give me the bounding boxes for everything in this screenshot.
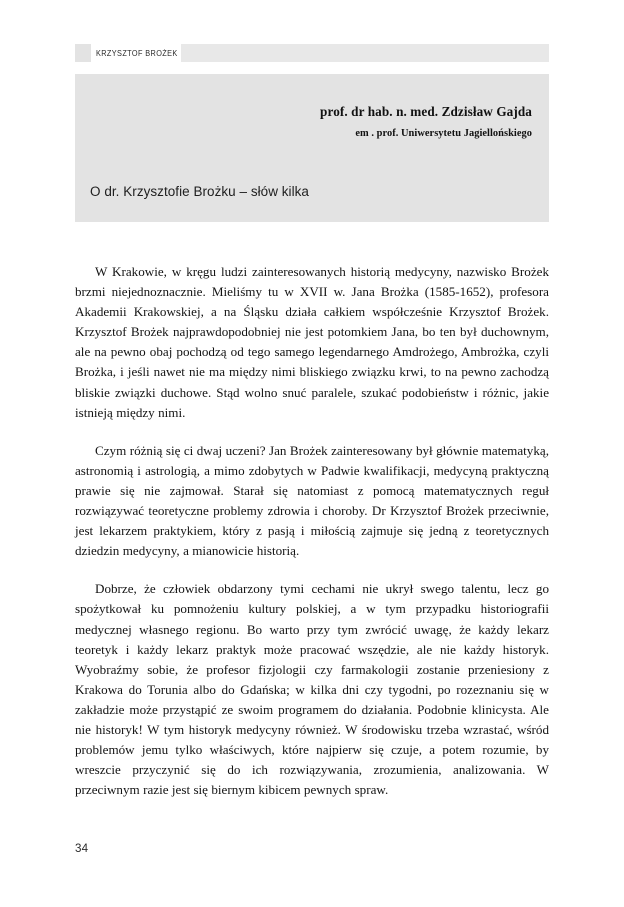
running-head: [75, 44, 549, 62]
byline-affiliation: em . prof. Uniwersytetu Jagiellońskiego: [355, 128, 532, 140]
running-head-label: KRZYSZTOF BROŻEK: [96, 48, 178, 58]
body-paragraph: Czym różnią się ci dwaj uczeni? Jan Brożek zainteresowany był głównie matematyką, astronomią i astrologią, a mimo zdobytych w Padwie kwalifikacji, medycyną praktyczną prawie się nie zajmował. Starał się natomiast z pomocą matematycznych reguł rozwiązywać teoretyczne problemy zdrowia i choroby. Dr Krzysztof Brożek przeciwnie, jest lekarzem praktykiem, który z pasją i miłością zajmuje się jedną z teoretycznych dziedzin medycyny, a mianowicie historią.: [75, 442, 549, 559]
byline-author-name: prof. dr hab. n. med. Zdzisław Gajda: [320, 104, 532, 119]
body-paragraph: Dobrze, że człowiek obdarzony tymi cechami nie ukrył swego talentu, lecz go spożytkował ku pomnożeniu kultury polskiej, a w tym przypadku historiografii medycznej własnego regionu. Bo warto przy tym zwrócić uwagę, że każdy lekarz teoretyk i każdy lekarz praktyk może pracować wszędzie, ale nie każdy historyk. Wyobraźmy sobie, że profesor fizjologii czy farmakologii zostanie przeniesiony z Krakowa do Torunia albo do Gdańska; w kilka dni czy tygodni, po rozeznaniu się w zakładzie może przystąpić ze swoim programem do działania. Podobnie klinicysta. Ale nie historyk! W tym historyk medycyny również. W środowisku trzeba wzrastać, wśród problemów jemu tylko właściwych, które najpierw się czuje, a potem rozumie, by wreszcie przyczynić się do ich rozwiązywania, zrozumienia, analizowania. W przeciwnym razie jest się biernym kibicem pewnych spraw.: [75, 581, 549, 798]
running-head-bar: [181, 44, 549, 62]
byline: [320, 102, 532, 141]
article-title: O dr. Krzysztofie Brożku – słów kilka: [90, 184, 309, 200]
page-number: 34: [75, 842, 89, 855]
running-head-square-marker: [75, 44, 91, 62]
body-paragraph: W Krakowie, w kręgu ludzi zainteresowanych historią medycyny, nazwisko Brożek brzmi niejednoznacznie. Mieliśmy tu w XVII w. Jana Brożka (1585-1652), profesora Akademii Krakowskiej, a na Śląsku działa całkiem współcześnie Krzysztof Brożek. Krzysztof Brożek najprawdopodobniej nie jest potomkiem Jana, bo ten był duchownym, ale na pewno obaj pochodzą od tego samego legendarnego Amdrożego, Ambrożka, czyli Brożka, i jeśli nawet nie ma między nimi bliskiego związku krwi, to na pewno zachodzą bliskie związki duchowe. Stąd wolno snuć paralele, szukać podobieństw i różnic, jakie istnieją między nimi.: [75, 264, 549, 420]
title-block: [75, 74, 549, 222]
body-text: [75, 262, 549, 800]
